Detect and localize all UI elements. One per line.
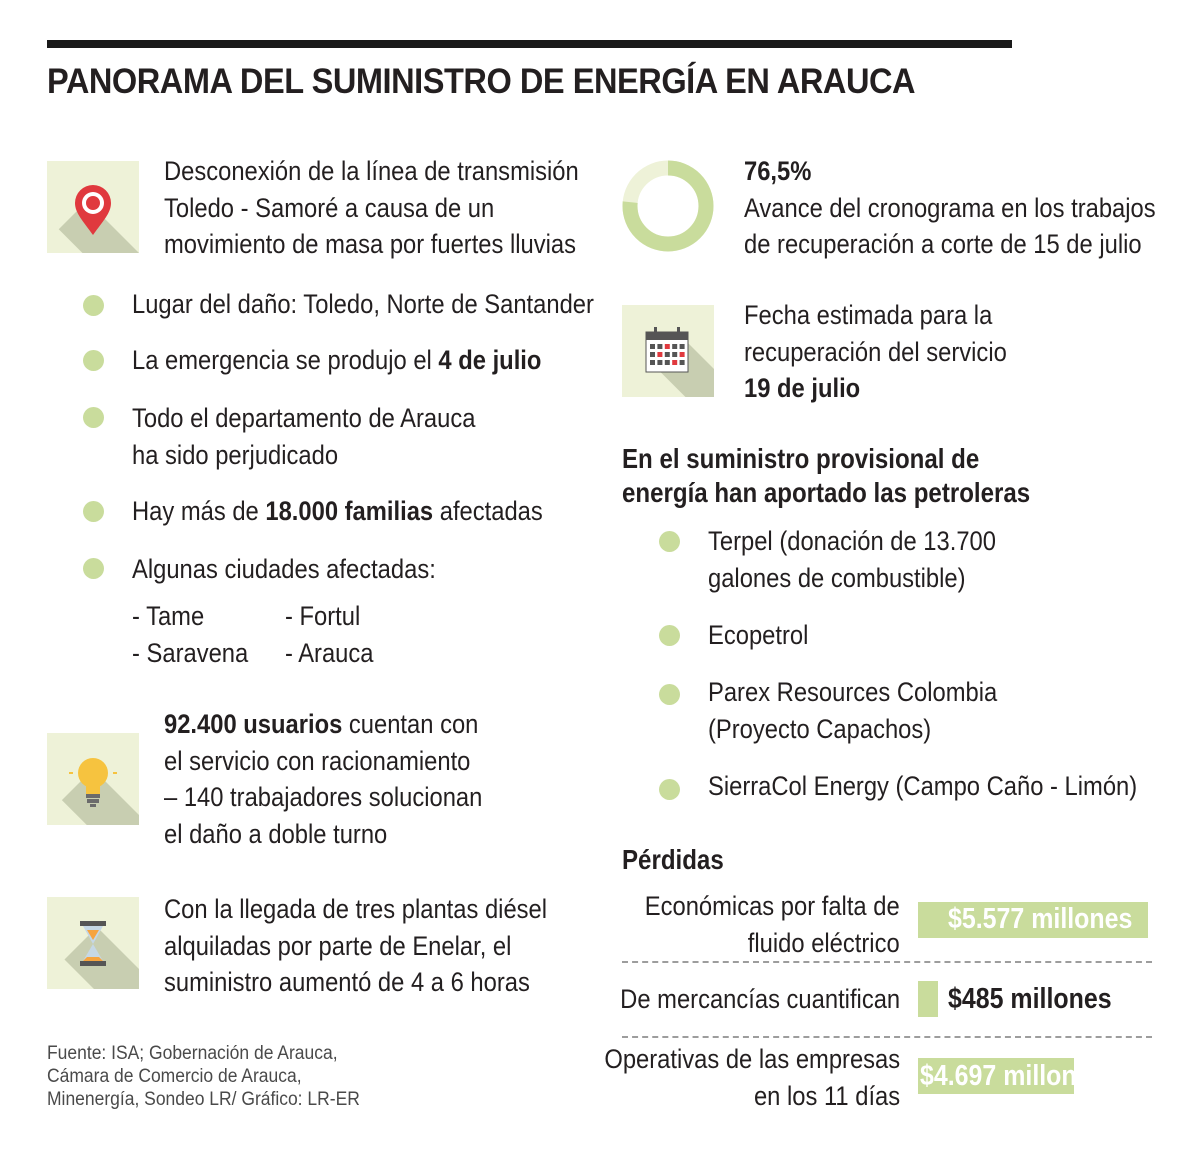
bullet-dot	[83, 558, 104, 579]
progress-text: 76,5% Avance del cronograma en los trabajos de recuperación a corte de 15 de julio	[744, 156, 1156, 259]
progress-value: 76,5%	[744, 156, 812, 186]
loss-value-operational: $4.697 millones	[920, 1060, 1105, 1092]
supplier-sierracol: SierraCol Energy (Campo Caño - Limón)	[708, 771, 1138, 801]
disconnection-text: Desconexión de la línea de transmisión Toledo - Samoré a causa de un movimiento de masa por fuertes lluvias	[164, 156, 579, 259]
calendar-day-cell	[680, 352, 685, 357]
calendar-icon-box	[622, 305, 714, 397]
calendar-day-cell	[680, 344, 685, 349]
calendar-day-cell	[672, 360, 677, 365]
city-fortul: - Fortul	[285, 601, 361, 631]
bullet-dot	[83, 350, 104, 371]
loss-row-operational	[600, 1041, 900, 1111]
calendar-day-cell	[657, 344, 662, 349]
bullet-dot	[83, 501, 104, 522]
supplier-parex: Parex Resources Colombia (Proyecto Capachos)	[708, 677, 998, 744]
calendar-day-cell	[650, 360, 655, 365]
loss-bar-merchandise	[918, 981, 938, 1017]
recovery-date: 19 de julio	[744, 373, 861, 403]
users-text: 92.400 usuarios cuentan con el servicio con racionamiento – 140 trabajadores solucionan el daño a doble turno	[164, 709, 483, 849]
calendar-day-cell	[672, 352, 677, 357]
lightbulb-icon	[47, 733, 139, 825]
bullet-dot	[659, 531, 680, 552]
calendar-day-cell	[650, 352, 655, 357]
loss-row-merchandise	[600, 981, 900, 1021]
top-rule	[47, 40, 1012, 48]
bullet-department: Todo el departamento de Arauca ha sido perjudicado	[132, 403, 476, 470]
calendar-day-cell	[657, 352, 662, 357]
supply-heading: En el suministro provisional de energía han aportado las petroleras	[622, 443, 1031, 508]
supplier-ecopetrol: Ecopetrol	[708, 620, 809, 650]
calendar-day-cell	[665, 344, 670, 349]
bullet-dot	[659, 625, 680, 646]
calendar-day-cell	[680, 360, 685, 365]
calendar-icon	[622, 305, 714, 397]
calendar-day-cell	[657, 360, 662, 365]
source-note: Fuente: ISA; Gobernación de Arauca, Cámara de Comercio de Arauca, Minenergía, Sondeo LR/ Gráfico: LR-ER	[47, 1043, 360, 1110]
supplier-terpel: Terpel (donación de 13.700 galones de combustible)	[708, 526, 996, 593]
location-icon-box	[47, 161, 139, 253]
page-title: PANORAMA DEL SUMINISTRO DE ENERGÍA EN ARAUCA	[47, 62, 916, 101]
losses-heading: Pérdidas	[622, 844, 724, 875]
bullet-damage-location: Lugar del daño: Toledo, Norte de Santander	[132, 289, 594, 319]
row-divider	[622, 1036, 1152, 1038]
location-pin-icon	[47, 161, 139, 253]
bulb-icon-box	[47, 733, 139, 825]
bullet-dot	[659, 779, 680, 800]
calendar-day-cell	[665, 360, 670, 365]
loss-label: De mercancías cuantifican	[620, 984, 900, 1014]
plants-text: Con la llegada de tres plantas diésel alquiladas por parte de Enelar, el suministro aumentó de 4 a 6 horas	[164, 894, 548, 997]
loss-value-economic: $5.577 millones	[948, 903, 1133, 935]
loss-label: Económicas por falta de fluido eléctrico	[645, 891, 900, 958]
loss-value-merchandise: $485 millones	[948, 983, 1112, 1015]
hourglass-icon	[47, 897, 139, 989]
loss-row-economic	[600, 888, 900, 958]
loss-label: Operativas de las empresas en los 11 días	[604, 1044, 900, 1111]
city-arauca: - Arauca	[285, 638, 374, 668]
hourglass-icon-box	[47, 897, 139, 989]
bullet-cities-heading: Algunas ciudades afectadas:	[132, 554, 436, 584]
calendar-day-cell	[650, 344, 655, 349]
bullet-families: Hay más de 18.000 familias afectadas	[132, 496, 543, 526]
bullet-emergency-date: La emergencia se produjo el 4 de julio	[132, 345, 542, 375]
calendar-day-cell	[665, 352, 670, 357]
bullet-dot	[83, 295, 104, 316]
bullet-dot	[659, 684, 680, 705]
bullet-dot	[83, 407, 104, 428]
city-tame: - Tame	[132, 601, 205, 631]
city-saravena: - Saravena	[132, 638, 249, 668]
calendar-day-cell	[672, 344, 677, 349]
row-divider	[622, 961, 1152, 963]
donut-progress-icon	[622, 160, 714, 252]
recovery-date-text: Fecha estimada para la recuperación del servicio 19 de julio	[744, 300, 1007, 403]
